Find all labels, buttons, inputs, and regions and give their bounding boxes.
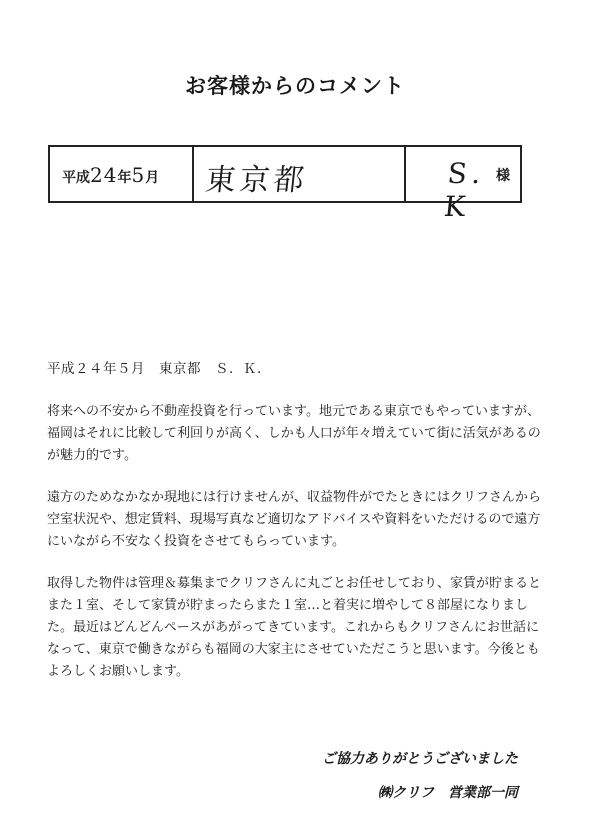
comment-paragraph-2: 遠方のためなかなか現地には行けませんが、収益物件がでたときにはクリフさんから空室状況や、想定賃料、現場写真など適切なアドバイスや資料をいただけるので遠方にいながら不安なく投資をさせてもらっています。 [47,490,542,549]
handwritten-prefecture: 東京都 [203,163,310,198]
name-cell [406,147,520,223]
customer-info-box [48,145,522,223]
comment-paragraph-3: 取得した物件は管理＆募集までクリフさんに丸ごとお任せしており、家賃が貯まるとまた１室、そして家賃が貯まったらまた１室…と着実に増やして８部屋になりました。最近はどんどんペースがあがってきています。これからもクリフさんにお世話になって、東京で働きながらも福岡の大家主にさせていただこうと思います。今後ともよろしくお願いします。 [47,576,542,679]
honorific: 様 [496,168,510,184]
handwritten-month: 5 [131,163,146,187]
page-title: お客様からのコメント [185,74,405,98]
closing-message: ご協力ありがとうございました [322,751,518,767]
handwritten-customer-name: S. K [442,157,489,223]
summary-line: 平成２４年５月 東京都 Ｓ．Ｋ． [47,361,271,377]
month-suffix: 月 [145,170,160,186]
date-era: 平成 [62,170,90,186]
comment-paragraph-1: 将来への不安から不動産投資を行っています。地元である東京でもやっていますが、福岡はそれに比較して利回りが高く、しかも人口が年々増えていて街に活気があるのが魅力的です。 [47,404,541,463]
prefecture-cell [194,147,406,201]
signature: ㈱クリフ 営業部一同 [378,785,518,801]
handwritten-year: 24 [90,163,118,187]
date-label [62,163,159,187]
year-suffix: 年 [117,170,132,186]
date-cell [50,147,194,201]
